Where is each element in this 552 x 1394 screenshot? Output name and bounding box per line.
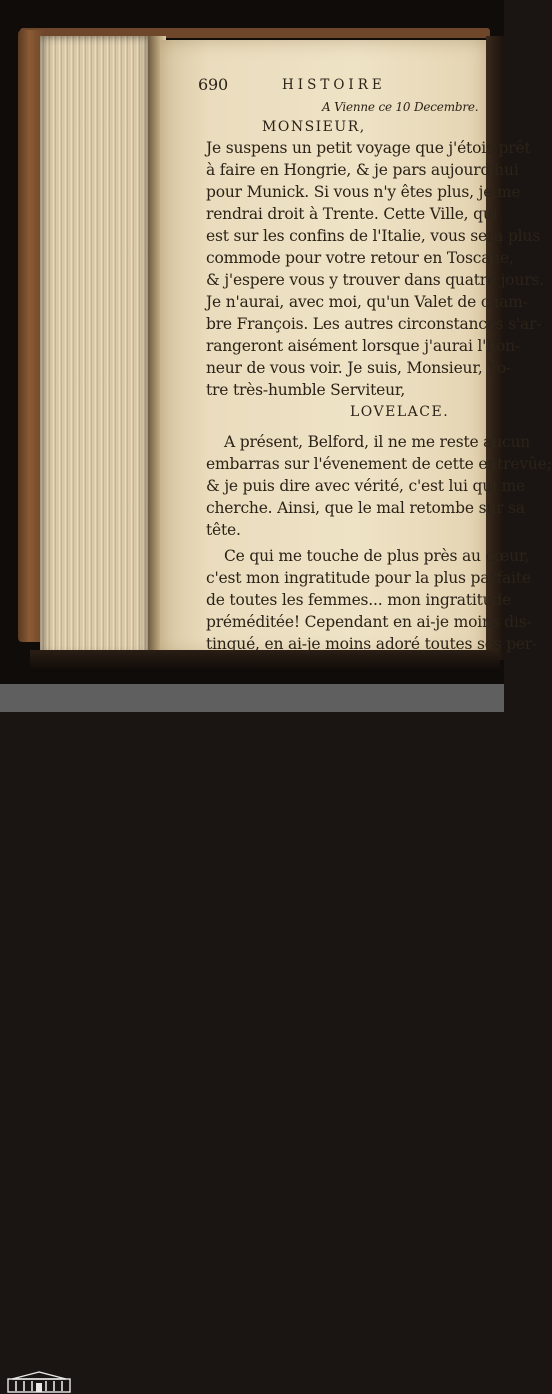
- letter-signature: LOVELACE.: [350, 404, 450, 420]
- letter-line: pour Munick. Si vous n'y êtes plus, je me: [206, 183, 521, 201]
- page-edges: [40, 36, 152, 656]
- body-line: préméditée! Cependant en ai-je moins dis-: [206, 613, 532, 631]
- letter-line: rendrai droit à Trente. Cette Ville, qui: [206, 205, 498, 223]
- letter-line: rangeront aisément lorsque j'aurai l'hon-: [206, 337, 520, 355]
- letter-line: Je suspens un petit voyage que j'étois prêt: [206, 139, 531, 157]
- page-number: 690: [198, 75, 228, 94]
- body-line: & je puis dire avec vérité, c'est lui qui me: [206, 477, 526, 495]
- library-building-icon: [6, 1370, 72, 1394]
- body-line: c'est mon ingratitude pour la plus parfaite: [206, 569, 531, 587]
- viewer-footer-bar: [0, 684, 504, 712]
- body-line: tête.: [206, 521, 241, 539]
- body-line: de toutes les femmes... mon ingratitude: [206, 591, 512, 609]
- letter-line: neur de vous voir. Je suis, Monsieur, Vo-: [206, 359, 512, 377]
- running-head: HISTOIRE: [282, 77, 386, 93]
- letter-salutation: MONSIEUR,: [262, 119, 366, 135]
- letter-dateline: A Vienne ce 10 Decembre.: [322, 100, 479, 114]
- letter-line: bre François. Les autres circonstances s'ar-: [206, 315, 542, 333]
- body-line: A présent, Belford, il ne me reste aucun: [224, 433, 531, 451]
- letter-line: Je n'aurai, avec moi, qu'un Valet de cham-: [206, 293, 528, 311]
- letter-line: tre très-humble Serviteur,: [206, 381, 406, 399]
- body-line: embarras sur l'évenement de cette entrevûe;: [206, 455, 552, 473]
- body-line: Ce qui me touche de plus près au cœur,: [224, 547, 530, 565]
- letter-line: commode pour votre retour en Toscane,: [206, 249, 514, 267]
- letter-line: & j'espere vous y trouver dans quatre jours.: [206, 271, 544, 289]
- letter-line: à faire en Hongrie, & je pars aujourd'hui: [206, 161, 519, 179]
- letter-line: est sur les confins de l'Italie, vous sera plus: [206, 227, 540, 245]
- body-line: cherche. Ainsi, que le mal retombe sur sa: [206, 499, 525, 517]
- body-line: tingué, en ai-je moins adoré toutes ses per-: [206, 635, 538, 653]
